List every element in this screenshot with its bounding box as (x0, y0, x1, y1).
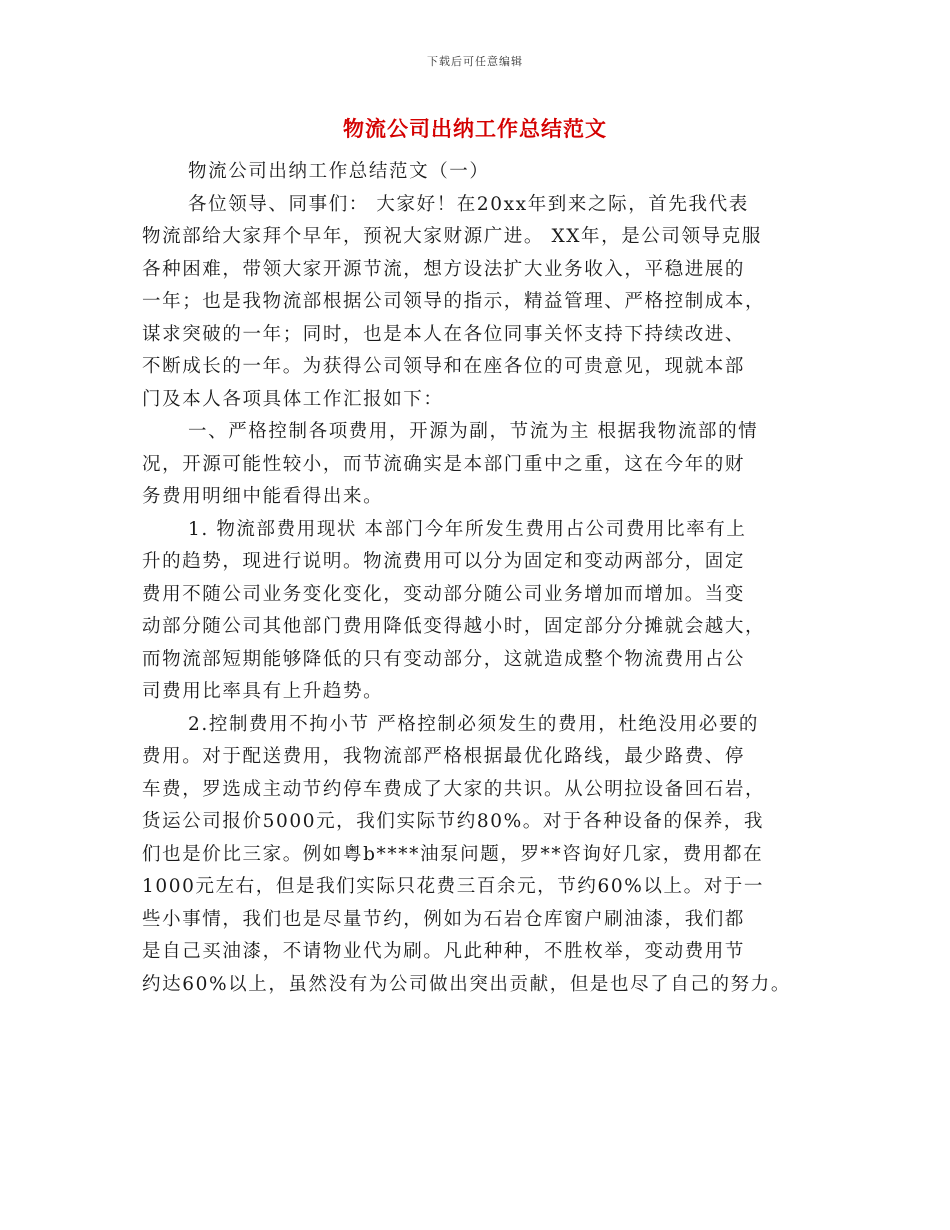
body-line: 各位领导、同事们： 大家好！在20xx年到来之际，首先我代表 (188, 193, 749, 215)
body-line: 而物流部短期能够降低的只有变动部分，这就造成整个物流费用占公 (142, 648, 746, 670)
body-line: 车费，罗选成主动节约停车费成了大家的共识。从公明拉设备回石岩， (142, 778, 766, 800)
body-line: 费用不随公司业务变化变化，变动部分随公司业务增加而增加。当变 (142, 583, 746, 605)
body-line: 们也是价比三家。例如粤b****油泵问题，罗**咨询好几家，费用都在 (142, 843, 764, 865)
body-line: 门及本人各项具体工作汇报如下： (142, 388, 444, 410)
body-line: 2.控制费用不拘小节 严格控制必须发生的费用，杜绝没用必要的 (188, 713, 760, 735)
body-line: 是自己买油漆，不请物业代为刷。凡此种种，不胜枚举，变动费用节 (142, 941, 746, 962)
body-line: 约达60%以上，虽然没有为公司做出突出贡献，但是也尽了自己的努力。 (142, 973, 791, 995)
body-line: 况，开源可能性较小，而节流确实是本部门重中之重，这在今年的财 (142, 453, 746, 475)
body-line: 司费用比率具有上升趋势。 (142, 681, 384, 702)
body-line: 1. 物流部费用现状 本部门今年所发生费用占公司费用比率有上 (188, 518, 747, 540)
body-line: 一、严格控制各项费用，开源为副，节流为主 根据我物流部的情 (188, 421, 759, 442)
body-line: 各种困难，带领大家开源节流，想方设法扩大业务收入，平稳进展的 (142, 258, 746, 280)
body-line: 务费用明细中能看得出来。 (142, 486, 384, 507)
body-line: 货运公司报价5000元，我们实际节约80%。对于各种设备的保养，我 (142, 811, 765, 832)
body-line: 1000元左右，但是我们实际只花费三百余元，节约60%以上。对于一 (142, 876, 765, 897)
body-line: 物流部给大家拜个早年，预祝大家财源广进。 XX年，是公司领导克服 (142, 226, 762, 247)
body-line: 一年；也是我物流部根据公司领导的指示，精益管理、严格控制成本， (142, 291, 766, 312)
body-line: 升的趋势，现进行说明。物流费用可以分为固定和变动两部分，固定 (142, 551, 746, 572)
body-line: 物流公司出纳工作总结范文（一） (188, 161, 490, 182)
body-line: 动部分随公司其他部门费用降低变得越小时，固定部分分摊就会越大， (142, 616, 766, 637)
body-line: 谋求突破的一年；同时，也是本人在各位同事关怀支持下持续改进、 (142, 323, 746, 345)
body-line: 些小事情，我们也是尽量节约，例如为石岩仓库窗户刷油漆，我们都 (142, 908, 746, 930)
document-title: 物流公司出纳工作总结范文 (343, 117, 607, 141)
document-body (142, 156, 822, 1001)
header-note: 下载后可任意编辑 (427, 55, 523, 68)
body-line: 不断成长的一年。为获得公司领导和在座各位的可贵意见，现就本部 (142, 356, 746, 377)
body-line: 费用。对于配送费用，我物流部严格根据最优化路线，最少路费、停 (142, 746, 746, 767)
